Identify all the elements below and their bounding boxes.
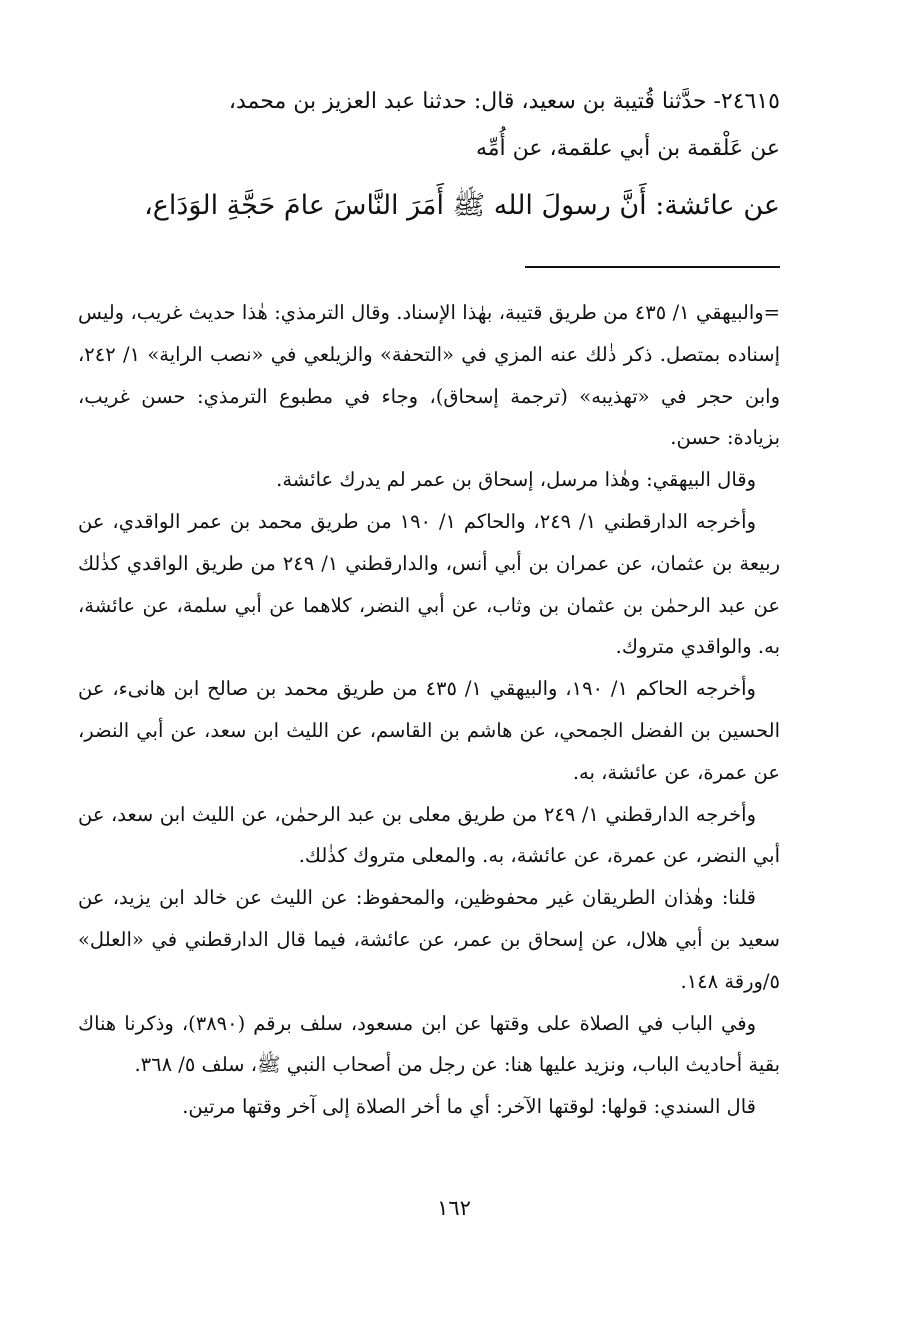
footnote-paragraph: قلنا: وهٰذان الطريقان غير محفوظين، والمحفوظ: عن الليث عن خالد ابن يزيد، عن سعيد بن أبي هلال، عن إسحاق بن عمر، عن عائشة، فيما قال الدارقطني في «العلل» ٥/ورقة ١٤٨. — [78, 886, 780, 993]
footnote-paragraph: وأخرجه الحاكم ١/ ١٩٠، والبيهقي ١/ ٤٣٥ من طريق محمد بن صالح ابن هانىء، عن الحسين بن الفضل الجمحي، عن هاشم بن القاسم، عن الليث ابن سعد، عن أبي النضر، عن عمرة، عن عائشة، به. — [78, 677, 780, 784]
footnotes — [78, 292, 780, 1128]
footnote-paragraph: وقال البيهقي: وهٰذا مرسل، إسحاق بن عمر لم يدرك عائشة. — [276, 468, 756, 492]
hadith-matn: عن عائشة: أَنَّ رسولَ الله ﷺ أَمَرَ النَّاسَ عامَ حَجَّةِ الوَدَاع، — [144, 190, 780, 221]
footnote-divider — [525, 266, 780, 268]
hadith-text — [78, 78, 780, 236]
footnote-paragraph: قال السندي: قولها: لوقتها الآخر: أي ما أخر الصلاة إلى آخر وقتها مرتين. — [182, 1095, 756, 1119]
footnote-paragraph: وأخرجه الدارقطني ١/ ٢٤٩، والحاكم ١/ ١٩٠ من طريق محمد بن عمر الواقدي، عن ربيعة بن عثمان، عن عمران بن أبي أنس، والدارقطني ١/ ٢٤٩ من طريق الواقدي كذٰلك عن عبد الرحمٰن بن عثمان بن وثاب، عن أبي النضر، كلاهما عن أبي سلمة، عن عائشة، به. والواقدي متروك. — [78, 509, 780, 659]
footnote-paragraph: =والبيهقي ١/ ٤٣٥ من طريق قتيبة، بهٰذا الإسناد. وقال الترمذي: هٰذا حديث غريب، وليس إسناده بمتصل. ذكر ذٰلك عنه المزي في «التحفة» والزيلعي في «نصب الراية» ١/ ٢٤٢، وابن حجر في «تهذيبه» (ترجمة إسحاق)، وجاء في مطبوع الترمذي: حسن غريب، بزيادة: حسن. — [78, 301, 780, 450]
hadith-isnad-line-1: ٢٤٦١٥- حدَّثنا قُتيبة بن سعيد، قال: حدثنا عبد العزيز بن محمد، — [228, 89, 780, 114]
footnote-paragraph: وفي الباب في الصلاة على وقتها عن ابن مسعود، سلف برقم (٣٨٩٠)، وذكرنا هناك بقية أحاديث الباب، ونزيد عليها هنا: عن رجل من أصحاب النبي ﷺ، سلف ٥/ ٣٦٨. — [78, 1011, 780, 1077]
footnote-paragraph: وأخرجه الدارقطني ١/ ٢٤٩ من طريق معلى بن عبد الرحمٰن، عن الليث ابن سعد، عن أبي النضر، عن عمرة، عن عائشة، به. والمعلى متروك كذٰلك. — [78, 802, 780, 868]
page-number: ١٦٢ — [437, 1196, 471, 1220]
hadith-isnad-line-2: عن عَلْقمة بن أبي علقمة، عن أُمِّه — [475, 136, 780, 161]
